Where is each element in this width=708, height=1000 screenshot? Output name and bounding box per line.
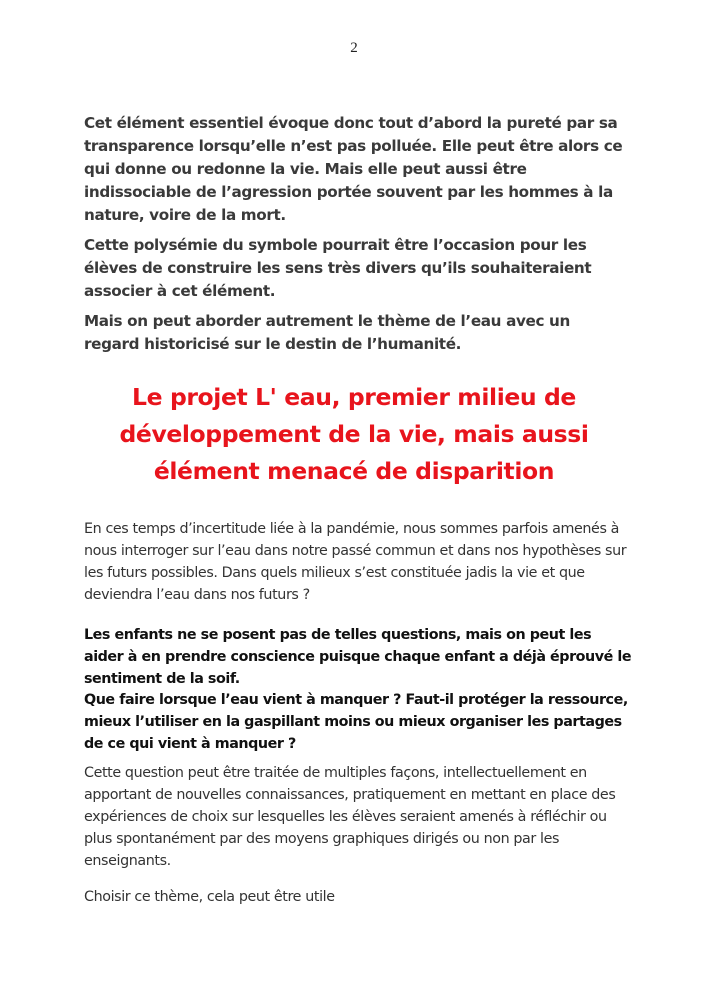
intro-section [84,112,624,363]
intro-paragraph-historicise: Mais on peut aborder autrement le thème de l’eau avec un regard historicisé sur le destin de l’humanité. [84,312,570,353]
page-number: 2 [350,40,358,56]
paragraph-choisir: Choisir ce thème, cela peut être utile [84,889,335,905]
paragraph-enfants: Les enfants ne se posent pas de telles questions, mais on peut les aider à en prendre conscience puisque chaque enfant a déjà éprouvé le sentiment de la soif. [84,627,632,687]
paragraph-pandemie: En ces temps d’incertitude liée à la pandémie, nous sommes parfois amenés à nous interroger sur l’eau dans notre passé commun et dans nos hypothèses sur les futurs possibles. Dans quels milieux s’est constituée jadis la vie et que deviendra l’eau dans nos futurs ? [84,521,627,603]
paragraph-traitee: Cette question peut être traitée de multiples façons, intellectuellement en apportant de nouvelles connaissances, pratiquement en mettant en place des expériences de choix sur lesquelles les élèves seraient amenés à réfléchir ou plus spontanément par des moyens graphiques dirigés ou non par les enseignants. [84,765,616,869]
paragraph-question: Que faire lorsque l’eau vient à manquer ? Faut-il protéger la ressource, mieux l’utiliser en la gaspillant moins ou mieux organiser les partages de ce qui vient à manquer ? [84,692,628,752]
project-heading: Le projet L' eau, premier milieu de développement de la vie, mais aussi élément menacé de disparition [119,383,589,485]
intro-paragraph-purete: Cet élément essentiel évoque donc tout d’abord la pureté par sa transparence lorsqu’elle n’est pas polluée. Elle peut être alors ce qui donne ou redonne la vie. Mais elle peut aussi être indissociable de l’agression portée souvent par les hommes à la nature, voire de la mort. [84,114,623,224]
intro-paragraph-polysemie: Cette polysémie du symbole pourrait être l’occasion pour les élèves de construire les sens très divers qu’ils souhaiteraient associer à cet élément. [84,236,592,300]
